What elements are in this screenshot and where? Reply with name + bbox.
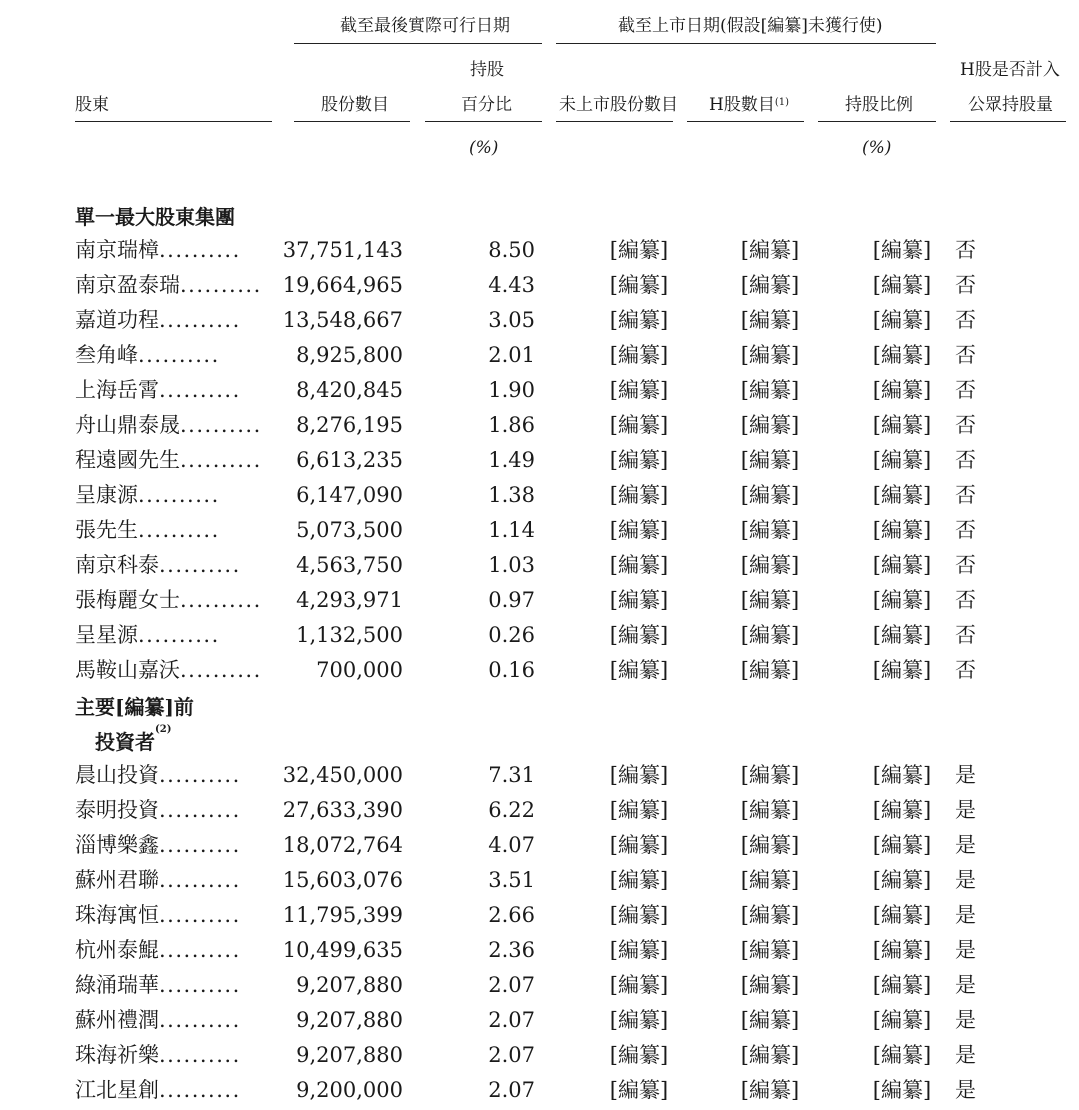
leader-dots: ..........	[159, 903, 241, 927]
shareholder-name-text: 嘉道功程	[75, 308, 159, 332]
share-percentage: 1.03	[488, 553, 535, 577]
share-count: 9,207,880	[296, 973, 403, 997]
holding-ratio-redacted: [編纂]	[872, 308, 932, 332]
h-shares-redacted: [編纂]	[740, 238, 800, 262]
table-row	[0, 1040, 1079, 1075]
share-count: 9,207,880	[296, 1008, 403, 1032]
holding-ratio-redacted: [編纂]	[872, 343, 932, 367]
header-group-latest: 截至最後實際可行日期	[340, 16, 510, 36]
leader-dots: ..........	[138, 518, 220, 542]
table-row	[0, 375, 1079, 410]
h-shares-redacted: [編纂]	[740, 798, 800, 822]
shareholder-name	[75, 235, 268, 265]
shareholder-name-text: 呈星源	[75, 623, 138, 647]
shareholder-name	[75, 515, 268, 545]
section2-note: (2)	[155, 724, 172, 735]
unlisted-shares-redacted: [編纂]	[609, 553, 669, 577]
leader-dots: ..........	[180, 448, 262, 472]
share-percentage: 7.31	[488, 763, 535, 787]
unlisted-shares-redacted: [編纂]	[609, 588, 669, 612]
section2-title-text: 投資者	[95, 730, 155, 754]
header-rule-pct	[425, 121, 542, 122]
share-percentage: 1.49	[488, 448, 535, 472]
leader-dots: ..........	[159, 938, 241, 962]
header-pct-line1: 持股	[470, 60, 504, 80]
table-row	[0, 620, 1079, 655]
holding-ratio-redacted: [編纂]	[872, 378, 932, 402]
holding-ratio-redacted: [編纂]	[872, 1008, 932, 1032]
header-rule-ratio	[818, 121, 936, 122]
public-float-flag: 否	[955, 448, 976, 472]
shareholder-name-text: 泰明投資	[75, 798, 159, 822]
table-row	[0, 1075, 1079, 1110]
shareholder-name	[75, 375, 268, 405]
share-count: 10,499,635	[282, 938, 403, 962]
shareholder-name-text: 南京盈泰瑞	[75, 273, 180, 297]
shareholder-name-text: 晨山投資	[75, 763, 159, 787]
shareholder-name-text: 珠海祈樂	[75, 1043, 159, 1067]
share-count: 13,548,667	[282, 308, 403, 332]
h-shares-redacted: [編纂]	[740, 378, 800, 402]
table-row	[0, 235, 1079, 270]
share-count: 15,603,076	[282, 868, 403, 892]
leader-dots: ..........	[180, 413, 262, 437]
share-percentage: 2.07	[488, 1078, 535, 1102]
leader-dots: ..........	[159, 973, 241, 997]
header-h-shares	[709, 95, 789, 115]
leader-dots: ..........	[138, 623, 220, 647]
leader-dots: ..........	[180, 658, 262, 682]
h-shares-redacted: [編纂]	[740, 763, 800, 787]
shareholder-name-text: 江北星創	[75, 1078, 159, 1102]
leader-dots: ..........	[159, 833, 241, 857]
shareholder-name-text: 南京瑞樟	[75, 238, 159, 262]
header-holding-ratio: 持股比例	[845, 95, 913, 115]
share-count: 32,450,000	[282, 763, 403, 787]
share-percentage: 3.51	[488, 868, 535, 892]
public-float-flag: 否	[955, 413, 976, 437]
public-float-flag: 否	[955, 308, 976, 332]
share-percentage: 3.05	[488, 308, 535, 332]
unlisted-shares-redacted: [編纂]	[609, 868, 669, 892]
share-percentage: 8.50	[488, 238, 535, 262]
header-group-listing-rule	[556, 43, 936, 44]
shareholder-name-text: 張梅麗女士	[75, 588, 180, 612]
table-row	[0, 515, 1079, 550]
table-row	[0, 795, 1079, 830]
share-count: 6,147,090	[296, 483, 403, 507]
section1-title: 單一最大股東集團	[75, 205, 235, 229]
h-shares-redacted: [編纂]	[740, 518, 800, 542]
h-shares-redacted: [編纂]	[740, 938, 800, 962]
share-count: 8,420,845	[296, 378, 403, 402]
share-percentage: 2.07	[488, 1008, 535, 1032]
public-float-flag: 是	[955, 868, 976, 892]
leader-dots: ..........	[159, 378, 241, 402]
leader-dots: ..........	[159, 1043, 241, 1067]
h-shares-redacted: [編纂]	[740, 413, 800, 437]
header-num-shares: 股份數目	[321, 95, 389, 115]
leader-dots: ..........	[159, 1078, 241, 1102]
leader-dots: ..........	[138, 343, 220, 367]
h-shares-redacted: [編纂]	[740, 308, 800, 332]
unlisted-shares-redacted: [編纂]	[609, 833, 669, 857]
holding-ratio-redacted: [編纂]	[872, 483, 932, 507]
shareholder-name-text: 淄博樂鑫	[75, 833, 159, 857]
unlisted-shares-redacted: [編纂]	[609, 763, 669, 787]
share-count: 8,276,195	[296, 413, 403, 437]
share-percentage: 1.90	[488, 378, 535, 402]
header-pct-line2: 百分比	[461, 95, 512, 115]
share-percentage: 6.22	[488, 798, 535, 822]
public-float-flag: 是	[955, 973, 976, 997]
holding-ratio-redacted: [編纂]	[872, 868, 932, 892]
unlisted-shares-redacted: [編纂]	[609, 273, 669, 297]
public-float-flag: 否	[955, 623, 976, 647]
h-shares-redacted: [編纂]	[740, 553, 800, 577]
unlisted-shares-redacted: [編纂]	[609, 1008, 669, 1032]
unit-pct-1: (%)	[469, 138, 499, 158]
shareholder-name	[75, 900, 268, 930]
holding-ratio-redacted: [編纂]	[872, 518, 932, 542]
public-float-flag: 是	[955, 763, 976, 787]
holding-ratio-redacted: [編纂]	[872, 623, 932, 647]
share-percentage: 0.16	[488, 658, 535, 682]
holding-ratio-redacted: [編纂]	[872, 1078, 932, 1102]
shareholder-name-text: 舟山鼎泰晟	[75, 413, 180, 437]
share-count: 19,664,965	[282, 273, 403, 297]
unlisted-shares-redacted: [編纂]	[609, 448, 669, 472]
share-count: 700,000	[316, 658, 403, 682]
leader-dots: ..........	[159, 763, 241, 787]
leader-dots: ..........	[138, 483, 220, 507]
shareholder-name-text: 南京科泰	[75, 553, 159, 577]
shareholder-name	[75, 1005, 268, 1035]
share-count: 18,072,764	[282, 833, 403, 857]
shareholder-name	[75, 935, 268, 965]
public-float-flag: 是	[955, 833, 976, 857]
unlisted-shares-redacted: [編纂]	[609, 903, 669, 927]
shareholder-name-text: 珠海寓恒	[75, 903, 159, 927]
shareholder-name	[75, 970, 268, 1000]
share-percentage: 4.07	[488, 833, 535, 857]
shareholder-name-text: 上海岳霄	[75, 378, 159, 402]
h-shares-redacted: [編纂]	[740, 588, 800, 612]
h-shares-redacted: [編纂]	[740, 1043, 800, 1067]
table-row	[0, 445, 1079, 480]
public-float-flag: 否	[955, 343, 976, 367]
share-count: 27,633,390	[282, 798, 403, 822]
shareholder-name-text: 呈康源	[75, 483, 138, 507]
table-row	[0, 270, 1079, 305]
header-group-latest-rule	[294, 43, 542, 44]
holding-ratio-redacted: [編纂]	[872, 658, 932, 682]
h-shares-redacted: [編纂]	[740, 868, 800, 892]
leader-dots: ..........	[159, 868, 241, 892]
holding-ratio-redacted: [編纂]	[872, 448, 932, 472]
unlisted-shares-redacted: [編纂]	[609, 798, 669, 822]
shareholder-name-text: 杭州泰鯤	[75, 938, 159, 962]
h-shares-redacted: [編纂]	[740, 483, 800, 507]
table-row	[0, 550, 1079, 585]
header-rule-hshares	[687, 121, 804, 122]
h-shares-redacted: [編纂]	[740, 1078, 800, 1102]
holding-ratio-redacted: [編纂]	[872, 553, 932, 577]
h-shares-redacted: [編纂]	[740, 273, 800, 297]
unlisted-shares-redacted: [編纂]	[609, 378, 669, 402]
shareholder-name-text: 蘇州君聯	[75, 868, 159, 892]
share-count: 37,751,143	[282, 238, 403, 262]
unlisted-shares-redacted: [編纂]	[609, 518, 669, 542]
holding-ratio-redacted: [編纂]	[872, 833, 932, 857]
unlisted-shares-redacted: [編纂]	[609, 343, 669, 367]
leader-dots: ..........	[159, 553, 241, 577]
public-float-flag: 否	[955, 553, 976, 577]
holding-ratio-redacted: [編纂]	[872, 903, 932, 927]
h-shares-redacted: [編纂]	[740, 833, 800, 857]
table-row	[0, 410, 1079, 445]
public-float-flag: 否	[955, 378, 976, 402]
table-row	[0, 760, 1079, 795]
public-float-flag: 否	[955, 658, 976, 682]
shareholder-name	[75, 655, 268, 685]
public-float-flag: 否	[955, 238, 976, 262]
share-count: 8,925,800	[296, 343, 403, 367]
holding-ratio-redacted: [編纂]	[872, 798, 932, 822]
table-row	[0, 830, 1079, 865]
share-percentage: 2.07	[488, 973, 535, 997]
shareholder-name	[75, 830, 268, 860]
share-count: 9,207,880	[296, 1043, 403, 1067]
holding-ratio-redacted: [編纂]	[872, 273, 932, 297]
h-shares-redacted: [編纂]	[740, 343, 800, 367]
table-row	[0, 970, 1079, 1005]
shareholder-name	[75, 585, 268, 615]
header-public-line1: H股是否計入	[960, 60, 1060, 80]
share-count: 11,795,399	[282, 903, 403, 927]
unlisted-shares-redacted: [編纂]	[609, 308, 669, 332]
header-public-line2: 公眾持股量	[968, 95, 1053, 115]
holding-ratio-redacted: [編纂]	[872, 938, 932, 962]
h-shares-redacted: [編纂]	[740, 1008, 800, 1032]
h-shares-redacted: [編纂]	[740, 973, 800, 997]
leader-dots: ..........	[159, 1008, 241, 1032]
shareholder-name	[75, 865, 268, 895]
header-unlisted-shares: 未上市股份數目	[559, 95, 678, 115]
header-shareholder: 股東	[75, 95, 109, 115]
header-rule-shares	[294, 121, 410, 122]
table-row	[0, 480, 1079, 515]
share-percentage: 1.14	[488, 518, 535, 542]
public-float-flag: 是	[955, 798, 976, 822]
shareholder-name-text: 綠涌瑞華	[75, 973, 159, 997]
public-float-flag: 是	[955, 1008, 976, 1032]
share-count: 4,563,750	[296, 553, 403, 577]
shareholder-name	[75, 305, 268, 335]
table-row	[0, 900, 1079, 935]
section2-title-line1: 主要[編纂]前	[75, 695, 194, 719]
shareholder-name-text: 蘇州禮潤	[75, 1008, 159, 1032]
shareholder-name	[75, 620, 268, 650]
shareholder-name-text: 叁角峰	[75, 343, 138, 367]
shareholder-name	[75, 340, 268, 370]
share-count: 4,293,971	[296, 588, 403, 612]
table-row	[0, 585, 1079, 620]
share-count: 5,073,500	[296, 518, 403, 542]
public-float-flag: 是	[955, 903, 976, 927]
unlisted-shares-redacted: [編纂]	[609, 623, 669, 647]
header-rule-public	[950, 121, 1066, 122]
holding-ratio-redacted: [編纂]	[872, 1043, 932, 1067]
unlisted-shares-redacted: [編纂]	[609, 483, 669, 507]
share-percentage: 0.97	[488, 588, 535, 612]
share-percentage: 2.36	[488, 938, 535, 962]
shareholder-name	[75, 760, 268, 790]
header-h-shares-label: H股數目	[709, 95, 775, 115]
h-shares-redacted: [編纂]	[740, 903, 800, 927]
unlisted-shares-redacted: [編纂]	[609, 413, 669, 437]
header-rule-shareholder	[75, 121, 272, 122]
share-percentage: 2.66	[488, 903, 535, 927]
shareholder-name	[75, 1040, 268, 1070]
shareholder-name	[75, 1075, 268, 1105]
share-count: 1,132,500	[296, 623, 403, 647]
header-rule-unlisted	[556, 121, 673, 122]
holding-ratio-redacted: [編纂]	[872, 973, 932, 997]
unlisted-shares-redacted: [編纂]	[609, 1043, 669, 1067]
h-shares-redacted: [編纂]	[740, 658, 800, 682]
table-row	[0, 305, 1079, 340]
public-float-flag: 否	[955, 518, 976, 542]
public-float-flag: 是	[955, 938, 976, 962]
holding-ratio-redacted: [編纂]	[872, 763, 932, 787]
public-float-flag: 否	[955, 273, 976, 297]
share-count: 6,613,235	[296, 448, 403, 472]
table-row	[0, 655, 1079, 690]
holding-ratio-redacted: [編纂]	[872, 588, 932, 612]
unlisted-shares-redacted: [編纂]	[609, 1078, 669, 1102]
h-shares-redacted: [編纂]	[740, 448, 800, 472]
leader-dots: ..........	[159, 798, 241, 822]
share-count: 9,200,000	[296, 1078, 403, 1102]
table-row	[0, 935, 1079, 970]
holding-ratio-redacted: [編纂]	[872, 238, 932, 262]
share-percentage: 4.43	[488, 273, 535, 297]
h-shares-redacted: [編纂]	[740, 623, 800, 647]
share-percentage: 1.86	[488, 413, 535, 437]
public-float-flag: 否	[955, 588, 976, 612]
shareholder-name	[75, 445, 268, 475]
shareholder-name-text: 程遠國先生	[75, 448, 180, 472]
shareholder-name	[75, 795, 268, 825]
unlisted-shares-redacted: [編纂]	[609, 973, 669, 997]
shareholder-name-text: 馬鞍山嘉沃	[75, 658, 180, 682]
leader-dots: ..........	[180, 273, 262, 297]
shareholder-name	[75, 550, 268, 580]
unlisted-shares-redacted: [編纂]	[609, 238, 669, 262]
leader-dots: ..........	[180, 588, 262, 612]
public-float-flag: 否	[955, 483, 976, 507]
holding-ratio-redacted: [編纂]	[872, 413, 932, 437]
leader-dots: ..........	[159, 308, 241, 332]
shareholder-name	[75, 270, 268, 300]
share-percentage: 1.38	[488, 483, 535, 507]
header-group-listing: 截至上市日期(假設[編纂]未獲行使)	[618, 16, 883, 36]
unit-pct-2: (%)	[862, 138, 892, 158]
share-percentage: 0.26	[488, 623, 535, 647]
header-h-shares-note: (1)	[774, 97, 789, 108]
table-row	[0, 865, 1079, 900]
unlisted-shares-redacted: [編纂]	[609, 658, 669, 682]
share-percentage: 2.01	[488, 343, 535, 367]
unlisted-shares-redacted: [編纂]	[609, 938, 669, 962]
shareholder-name-text: 張先生	[75, 518, 138, 542]
section2-title-line2	[95, 726, 171, 755]
public-float-flag: 是	[955, 1043, 976, 1067]
shareholder-name	[75, 480, 268, 510]
leader-dots: ..........	[159, 238, 241, 262]
table-row	[0, 340, 1079, 375]
table-row	[0, 1005, 1079, 1040]
public-float-flag: 是	[955, 1078, 976, 1102]
share-percentage: 2.07	[488, 1043, 535, 1067]
shareholder-name	[75, 410, 268, 440]
